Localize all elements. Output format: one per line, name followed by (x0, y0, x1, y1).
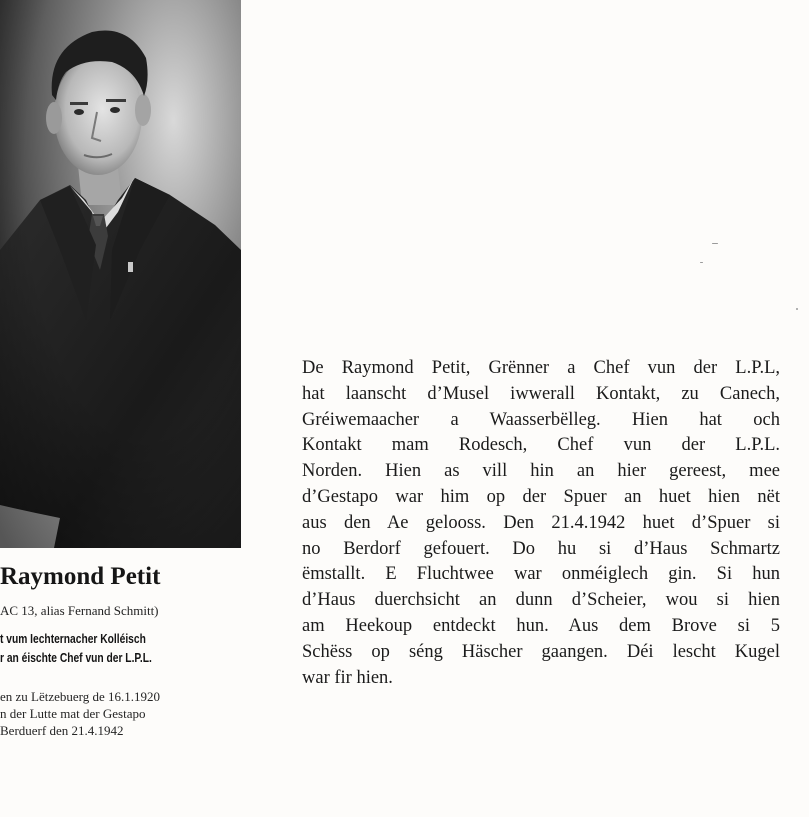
caption-role-line: t vum Iechternacher Kolléisch (0, 632, 146, 646)
scan-speck (700, 262, 703, 263)
caption-role-line: r an éischte Chef vun der L.P.L. (0, 651, 152, 665)
body-line: Schëss op séng Häscher gaangen. Déi lescht Kugel (302, 641, 780, 662)
body-line: Norden. Hien as vill hin an hier gereest, mee (302, 461, 780, 482)
scan-speck (712, 243, 718, 244)
portrait-photo (0, 0, 241, 548)
body-line: Kontakt mam Rodesch, Chef vun der L.P.L. (302, 435, 780, 456)
caption-name: Raymond Petit (0, 563, 161, 590)
body-line: aus den Ae gelooss. Den 21.4.1942 huet d’Spuer si (302, 512, 780, 533)
caption-bio (0, 688, 241, 739)
body-line: d’Haus duerchsicht an dunn d’Scheier, wou si hien (302, 590, 780, 611)
caption-bio-line: en zu Lëtzebuerg de 16.1.1920 (0, 689, 161, 704)
body-line: war fir hien. (302, 667, 393, 688)
caption-bio-line: n der Lutte mat der Gestapo (0, 706, 146, 721)
body-paragraph (302, 356, 780, 691)
body-line: d’Gestapo war him op der Spuer an huet hien nët (302, 486, 780, 507)
body-line: ëmstallt. E Fluchtwee war onméiglech gin. Si hun (302, 564, 780, 585)
scan-speck (796, 308, 798, 310)
body-line: hat laanscht d’Musel iwwerall Kontakt, zu Canech, (302, 383, 780, 404)
caption-role (0, 630, 238, 668)
caption-bio-line: Berduerf den 21.4.1942 (0, 723, 124, 738)
body-line: De Raymond Petit, Grënner a Chef vun der L.P.L, (302, 358, 780, 378)
body-line: am Heekoup entdeckt hun. Aus dem Brove si 5 (302, 615, 780, 636)
caption-alias: AC 13, alias Fernand Schmitt) (0, 603, 159, 618)
body-line: Gréiwemaacher a Waasserbëlleg. Hien hat och (302, 409, 780, 430)
body-line: no Berdorf gefouert. Do hu si d’Haus Schmartz (302, 538, 780, 559)
